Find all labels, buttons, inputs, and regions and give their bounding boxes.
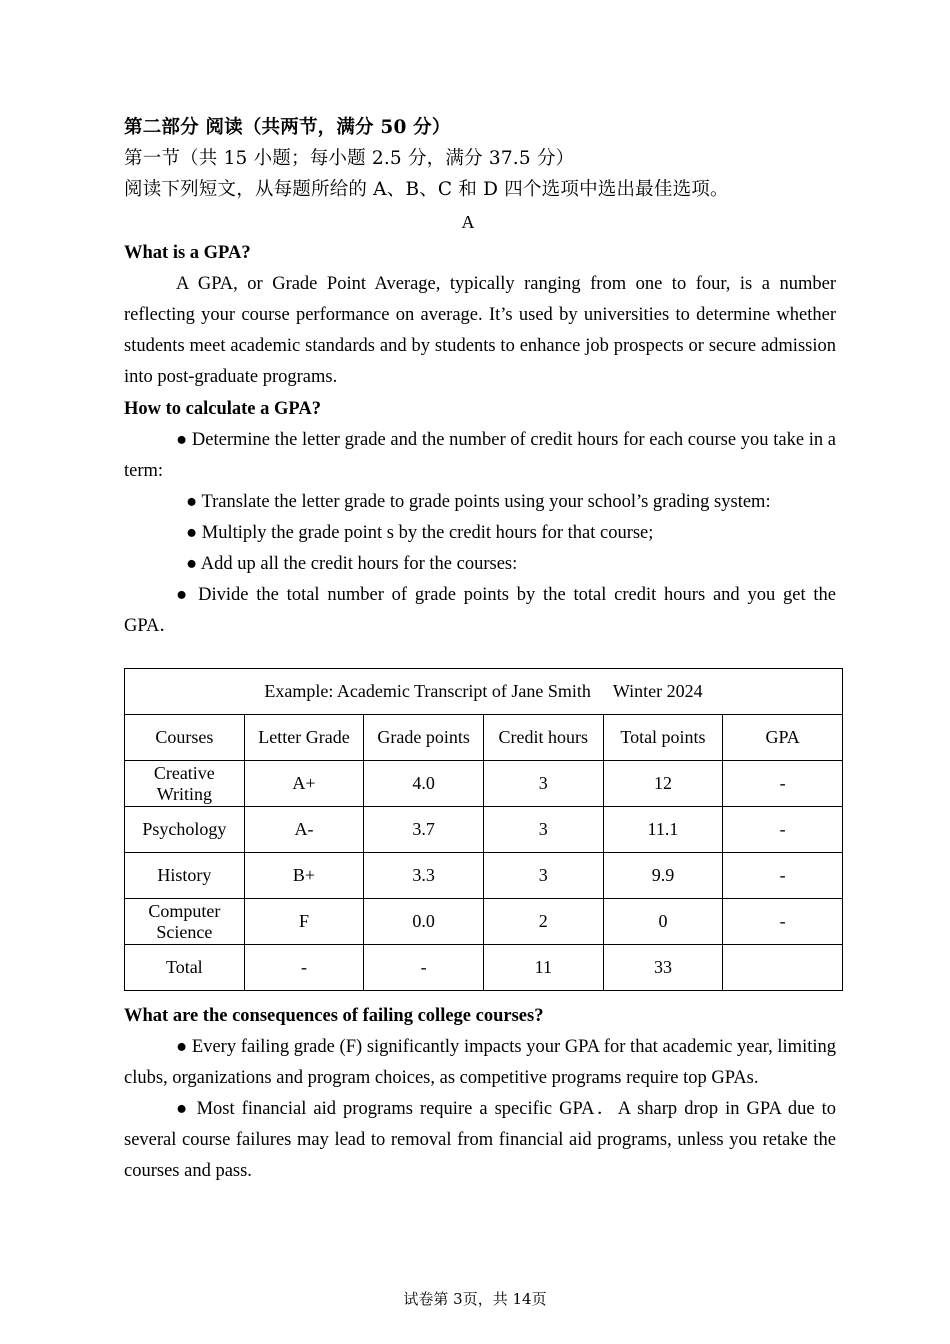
- cell-letter-grade: F: [244, 899, 364, 945]
- table-title: Example: Academic Transcript of Jane Smith: [264, 681, 591, 701]
- cell-course: Creative Writing: [125, 761, 245, 807]
- cell-gpa: -: [723, 853, 843, 899]
- cell-credit-hours: 11: [483, 945, 603, 991]
- cell-total-points: 12: [603, 761, 723, 807]
- section-heading: 第一节（共 15 小题；每小题 2.5 分，满分 37.5 分）: [124, 148, 575, 169]
- column-header-grade-points: Grade points: [364, 715, 484, 761]
- cell-letter-grade: A+: [244, 761, 364, 807]
- cell-gpa: -: [723, 899, 843, 945]
- table-row: [125, 761, 843, 807]
- calc-bullet-4: ● Add up all the credit hours for the courses:: [186, 554, 518, 574]
- consequence-bullet-1: ● Every failing grade (F) significantly impacts your GPA for that academic year, limiting clubs, organizations and program choices, as competitive programs require top GPAs.: [124, 1037, 836, 1088]
- table-row: [125, 853, 843, 899]
- page-footer: 试卷第 3页，共 14页: [403, 1290, 547, 1308]
- column-header-courses: Courses: [125, 715, 245, 761]
- cell-credit-hours: 3: [483, 761, 603, 807]
- cell-credit-hours: 3: [483, 853, 603, 899]
- cell-total-points: 33: [603, 945, 723, 991]
- cell-credit-hours: 3: [483, 807, 603, 853]
- calc-bullet-1: ● Determine the letter grade and the number of credit hours for each course you take in a term:: [124, 430, 836, 481]
- cell-grade-points: 3.3: [364, 853, 484, 899]
- cell-gpa: -: [723, 807, 843, 853]
- cell-total-points: 0: [603, 899, 723, 945]
- table-title-cell: [125, 669, 843, 715]
- cell-grade-points: -: [364, 945, 484, 991]
- table-title-term: Winter 2024: [612, 681, 703, 701]
- passage-marker: A: [461, 212, 475, 232]
- page-content: [124, 112, 836, 1187]
- cell-grade-points: 0.0: [364, 899, 484, 945]
- cell-total-points: 11.1: [603, 807, 723, 853]
- cell-course: Total: [125, 945, 245, 991]
- table-row: [125, 807, 843, 853]
- cell-credit-hours: 2: [483, 899, 603, 945]
- cell-gpa: [723, 945, 843, 991]
- cell-letter-grade: -: [244, 945, 364, 991]
- passage-heading-3: What are the consequences of failing college courses?: [124, 1006, 544, 1026]
- column-header-gpa: GPA: [723, 715, 843, 761]
- passage-heading-2: How to calculate a GPA?: [124, 399, 321, 419]
- cell-course: Computer Science: [125, 899, 245, 945]
- cell-course: History: [125, 853, 245, 899]
- cell-course: Psychology: [125, 807, 245, 853]
- calc-bullet-5: ● Divide the total number of grade points by the total credit hours and you get the GPA．: [124, 585, 836, 636]
- table-row: [125, 899, 843, 945]
- cell-letter-grade: B+: [244, 853, 364, 899]
- cell-grade-points: 3.7: [364, 807, 484, 853]
- column-header-letter-grade: Letter Grade: [244, 715, 364, 761]
- part-heading: 第二部分 阅读（共两节，满分 50 分）: [124, 117, 451, 138]
- cell-grade-points: 4.0: [364, 761, 484, 807]
- table-header-row: [125, 715, 843, 761]
- table-total-row: [125, 945, 843, 991]
- passage-heading-1: What is a GPA?: [124, 243, 251, 263]
- table-title-row: [125, 669, 843, 715]
- transcript-table: [124, 668, 843, 991]
- consequence-bullet-2: ● Most financial aid programs require a specific GPA．A sharp drop in GPA due to several course failures may lead to removal from financial aid programs, unless you retake the courses and pass.: [124, 1099, 836, 1181]
- reading-instruction: 阅读下列短文，从每题所给的 A、B、C 和 D 四个选项中选出最佳选项。: [124, 179, 729, 200]
- cell-total-points: 9.9: [603, 853, 723, 899]
- column-header-credit-hours: Credit hours: [483, 715, 603, 761]
- calc-bullet-3: ● Multiply the grade point s by the credit hours for that course;: [186, 523, 654, 543]
- column-header-total-points: Total points: [603, 715, 723, 761]
- cell-letter-grade: A-: [244, 807, 364, 853]
- passage-paragraph-1: A GPA, or Grade Point Average, typically ranging from one to four, is a number reflecting your course performance on average. It’s used by universities to determine whether students meet academic standards and by students to enhance job prospects or secure admission into post-graduate programs.: [124, 274, 836, 387]
- cell-gpa: -: [723, 761, 843, 807]
- calc-bullet-2: ● Translate the letter grade to grade points using your school’s grading system:: [186, 492, 771, 512]
